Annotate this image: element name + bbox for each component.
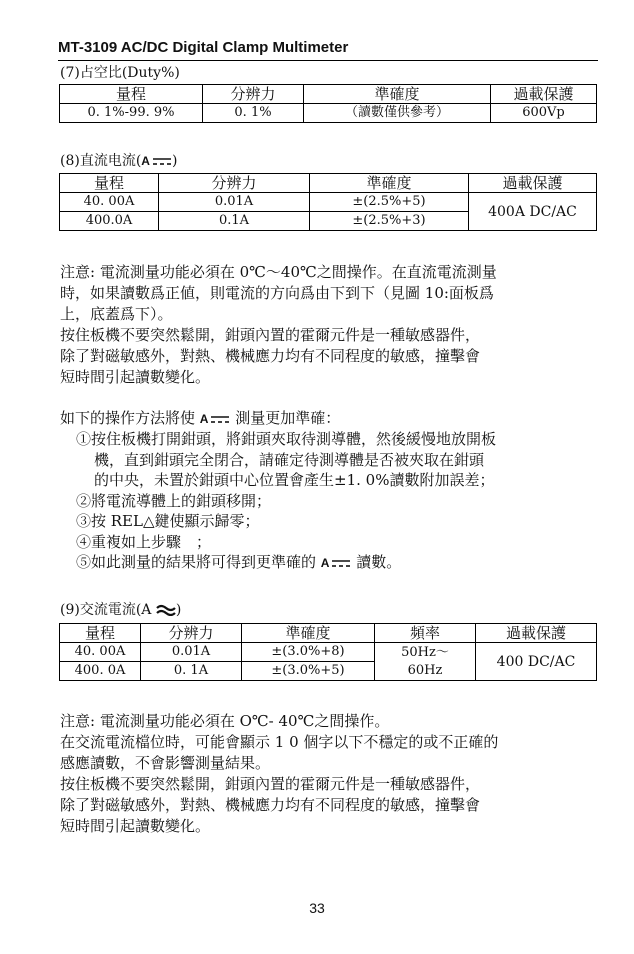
ac-header-frequency: 頻率 [375, 624, 476, 643]
procedure-step-1-cont: 機，直到鉗頭完全閉合，請確定待測導體是否被夾取在鉗頭 [94, 450, 485, 469]
ac-title-suffix: ) [175, 602, 182, 618]
dc-header-range: 量程 [60, 174, 159, 193]
ac-note-line: 感應讀數，不會影響測量結果。 [60, 754, 271, 772]
duty-cell-range: 0. 1%-99. 9% [60, 104, 203, 123]
ac-note-line: 在交流電流檔位時，可能會顯示 1 0 個字以下不穩定的或不正確的 [60, 733, 499, 751]
dc-row1-resolution: 0.01A [159, 193, 310, 212]
dc-current-icon: A [320, 556, 330, 570]
dc-note-line: 時，如果讀數爲正値，則電流的方向爲由下到下（見圖 10:面板爲 [60, 284, 494, 302]
duty-table [59, 84, 597, 123]
dc-row1-range: 40. 00A [60, 193, 159, 212]
ac-row2-range: 400. 0A [60, 662, 141, 681]
dc-row2-resolution: 0.1A [159, 212, 310, 231]
procedure-intro: 如下的操作方法將使 A 測量更加準確： [60, 408, 600, 429]
procedure-step-5: ⑤如此測量的結果將可得到更準確的 A 讀數。 [76, 552, 600, 573]
page-number: 33 [309, 900, 325, 916]
procedure-steps [60, 429, 600, 573]
ac-frequency-line: 50Hz～ [401, 644, 449, 660]
ac-row2-accuracy: ±(3.0%+5) [242, 662, 375, 681]
ac-frequency-cell [375, 643, 476, 681]
ac-header-range: 量程 [60, 624, 141, 643]
ac-title-prefix: (9)交流電流(A [60, 602, 152, 618]
dc-row2-accuracy: ±(2.5%+3) [310, 212, 469, 231]
duty-cell-overload: 600Vp [491, 104, 597, 123]
procedure-block [60, 408, 600, 574]
ac-row1-accuracy: ±(3.0%+8) [242, 643, 375, 662]
dc-note-line: 上，底蓋爲下）。 [60, 305, 173, 323]
duty-header-accuracy: 準確度 [304, 85, 491, 104]
ac-header-accuracy: 準確度 [242, 624, 375, 643]
dc-note [60, 262, 600, 388]
dc-header-overload: 過載保護 [469, 174, 597, 193]
dc-row2-range: 400.0A [60, 212, 159, 231]
dc-header-resolution: 分辨力 [159, 174, 310, 193]
procedure-step-1: ①按住板機打開鉗頭，將鉗頭夾取待測導體，然後緩慢地放開板 [76, 430, 497, 449]
ac-header-overload: 過載保護 [476, 624, 597, 643]
ac-note-line: 注意: 電流測量功能必須在 O℃- 40℃之間操作。 [60, 712, 390, 730]
ac-row1-range: 40. 00A [60, 643, 141, 662]
dc-row1-accuracy: ±(2.5%+5) [310, 193, 469, 212]
dc-title-prefix: (8)直流电流( [60, 153, 142, 169]
ac-row2-resolution: 0. 1A [141, 662, 242, 681]
duty-header-range: 量程 [60, 85, 203, 104]
procedure-step-2: ②將電流導體上的鉗頭移開； [76, 491, 272, 510]
duty-header-overload: 過載保護 [491, 85, 597, 104]
ac-note-line: 除了對磁敏感外，對熱、機械應力均有不同程度的敏感，撞擊會 [60, 796, 481, 814]
dc-current-icon: A [199, 411, 209, 426]
duty-section-title: (7)占空比(Duty%) [60, 65, 180, 81]
dc-section-title [60, 152, 177, 170]
ac-frequency-line: 60Hz [407, 662, 443, 678]
duty-cell-resolution: 0. 1% [203, 104, 304, 123]
procedure-step-1-cont: 的中央，未置於鉗頭中心位置會產生±1. 0%讀數附加誤差； [94, 471, 495, 490]
dc-title-suffix: ) [171, 153, 178, 169]
ac-section-title [60, 601, 181, 619]
dc-table [59, 173, 597, 231]
dc-current-icon: A [141, 154, 150, 168]
procedure-step-3: ③按 REL△鍵使顯示歸零； [76, 512, 260, 531]
ac-row1-resolution: 0.01A [141, 643, 242, 662]
dc-note-line: 注意: 電流測量功能必須在 0℃～40℃之間操作。在直流電流測量 [60, 263, 497, 281]
ac-table [59, 623, 597, 681]
dc-overload-cell: 400A DC/AC [469, 193, 597, 231]
duty-cell-accuracy: （讀數僅供參考） [304, 104, 491, 123]
dc-note-line: 除了對磁敏感外，對熱、機械應力均有不同程度的敏感，撞擊會 [60, 347, 481, 365]
ac-note [60, 711, 600, 837]
page-header: MT-3109 AC/DC Digital Clamp Multimeter [58, 38, 598, 61]
procedure-step-4: ④重複如上步驟 ； [76, 532, 212, 551]
ac-note-line: 按住板機不要突然鬆開，鉗頭內置的霍爾元件是一種敏感器件， [60, 775, 481, 793]
ac-wave-icon [156, 604, 176, 616]
ac-header-resolution: 分辨力 [141, 624, 242, 643]
dc-header-accuracy: 準確度 [310, 174, 469, 193]
dc-note-line: 短時間引起讀數變化。 [60, 368, 211, 386]
ac-overload-cell: 400 DC/AC [476, 643, 597, 681]
duty-header-resolution: 分辨力 [203, 85, 304, 104]
ac-note-line: 短時間引起讀數變化。 [60, 817, 211, 835]
dc-note-line: 按住板機不要突然鬆開，鉗頭內置的霍爾元件是一種敏感器件， [60, 326, 481, 344]
